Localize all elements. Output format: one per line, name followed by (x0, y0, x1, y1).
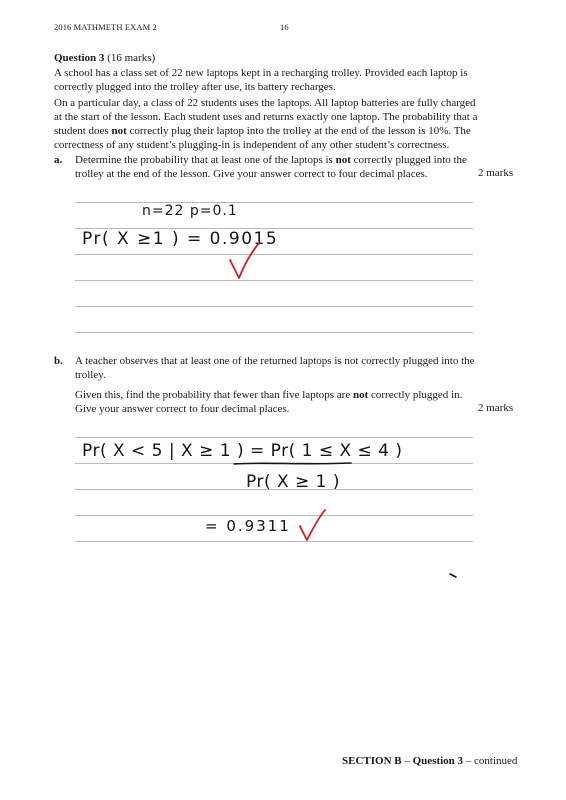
answer-line (75, 254, 473, 255)
handwritten-parameters: n=22 p=0.1 (142, 203, 238, 219)
answer-line (75, 541, 473, 542)
part-b-label: b. (54, 355, 63, 367)
question-number: Question 3 (54, 52, 105, 64)
answer-line (75, 280, 473, 281)
pen-mark (449, 572, 459, 580)
red-tick-icon (298, 508, 328, 544)
answer-line (75, 202, 473, 203)
part-b-marks: 2 marks (478, 402, 514, 414)
page-number: 16 (280, 22, 289, 32)
intro-paragraph-2: On a particular day, a class of 22 students uses the laptops. All laptop batteries are fully charged at the start of the lesson. Each student uses and returns exactly one laptop. The probability that a student does not correctly plug their laptop into the trolley at the end of the lesson is 10%. The correctness of any student’s plugging-in is independent of any other student’s correctness. (54, 97, 478, 151)
intro-paragraph-1: A school has a class set of 22 new laptops kept in a recharging trolley. Provided each laptop is correctly plugged into the trolley after use, its battery recharges. (54, 67, 468, 93)
handwritten-conditional-probability: Pr( X < 5 | X ≥ 1 ) = Pr( 1 ≤ X ≤ 4 ) (82, 441, 403, 461)
part-b-question-1: A teacher observes that at least one of the returned laptops is not correctly plugged into the trolley. (75, 355, 475, 381)
part-a-question: Determine the probability that at least one of the laptops is not correctly plugged into the trolley at the end of the lesson. Give your answer correct to four decimal places. (75, 154, 467, 180)
answer-line (75, 332, 473, 333)
handwritten-answer-b: = 0.9311 (205, 517, 291, 535)
fraction-bar (233, 461, 353, 467)
section-footer: SECTION B – Question 3 – continued (342, 755, 518, 767)
part-a-marks: 2 marks (478, 167, 514, 179)
answer-line (75, 306, 473, 307)
exam-header: 2016 MATHMETH EXAM 2 (54, 22, 157, 32)
answer-line (75, 515, 473, 516)
handwritten-answer-a: Pr( X ≥1 ) = 0.9015 (82, 229, 279, 249)
question-title (54, 51, 155, 65)
answer-line (75, 437, 473, 438)
part-a-label: a. (54, 154, 63, 166)
handwritten-denominator: Pr( X ≥ 1 ) (246, 472, 341, 492)
question-marks: (16 marks) (107, 52, 156, 64)
part-b-question-2: Given this, find the probability that fewer than five laptops are not correctly plugged in. Give your answer correct to four decimal places. (75, 389, 463, 415)
red-tick-icon (228, 240, 262, 282)
